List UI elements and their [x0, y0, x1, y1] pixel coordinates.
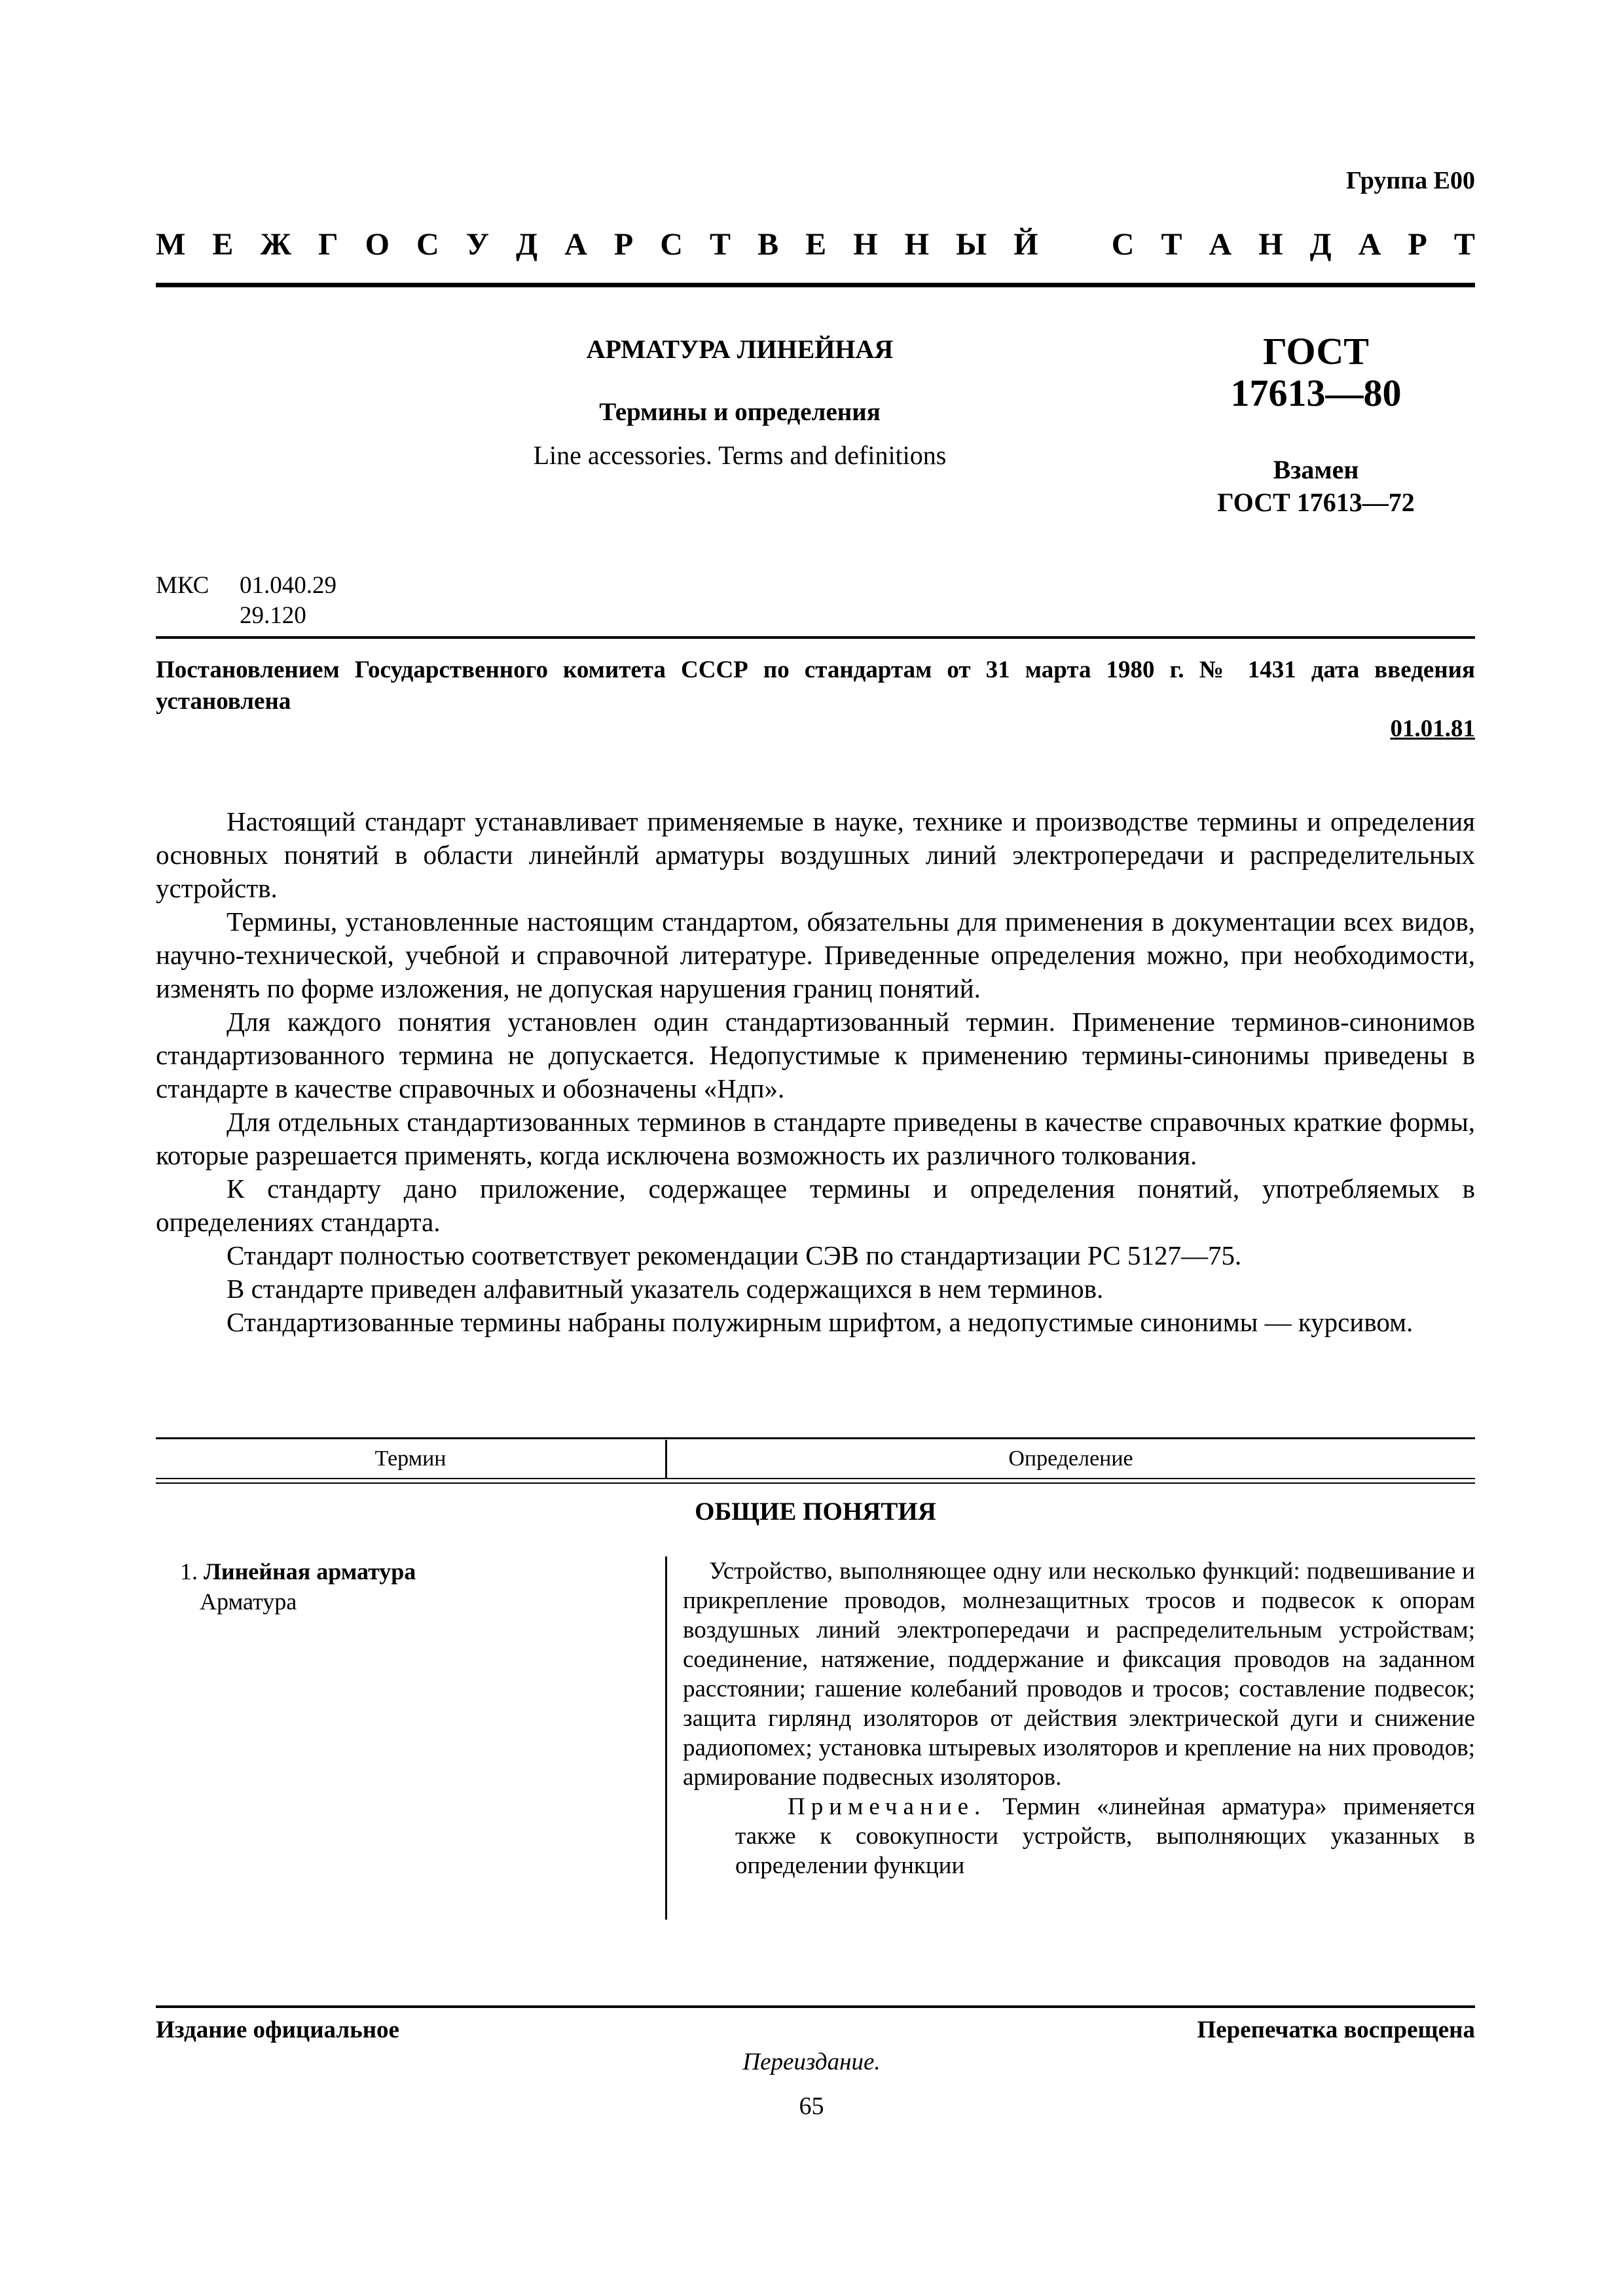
- replaces-number: ГОСТ 17613—72: [1217, 488, 1415, 517]
- intro-paragraph: Для отдельных стандартизованных терминов в стандарте приведены в качестве справочных краткие формы, которые разрешается применять, когда исключена возможность их различного толкования.: [156, 1107, 1475, 1170]
- gost-designation: [1172, 331, 1460, 519]
- mks-code: 01.040.29: [240, 572, 337, 599]
- intro-paragraph: Термины, установленные настоящим стандартом, обязательны для применения в документации всех видов, научно-технической, учебной и справочной литературе. Приведенные определения можно, при необходимости, изменять по форме изложения, не допуская нарушения границ понятий.: [156, 906, 1475, 1003]
- gost-label: ГОСТ: [1263, 330, 1369, 372]
- column-header-definition: Определение: [1008, 1446, 1133, 1471]
- standard-kind-heading: [156, 229, 1475, 260]
- term-entry: [180, 1556, 416, 1617]
- heading-letter: О: [365, 227, 390, 262]
- section-heading: ОБЩИЕ ПОНЯТИЯ: [695, 1498, 936, 1526]
- heading-letter: С: [416, 227, 439, 262]
- group-label: Группа Е00: [1345, 167, 1475, 194]
- heading-letter: Н: [853, 227, 878, 262]
- reprint-prohibited-label: Перепечатка воспрещена: [1197, 2017, 1475, 2043]
- note-label: Примечание.: [788, 1793, 987, 1820]
- header-rule: [156, 283, 1475, 287]
- table-header-rule: [156, 1482, 1475, 1484]
- table-header: [156, 1440, 1475, 1477]
- mks-rule: [156, 636, 1475, 639]
- heading-letter: С: [1111, 227, 1135, 262]
- heading-letter: А: [1358, 227, 1381, 262]
- term-name: Линейная арматура: [204, 1558, 416, 1585]
- introduction-date: 01.01.81: [1390, 715, 1475, 742]
- reissue-label: Переиздание.: [742, 2049, 881, 2075]
- heading-letter: Н: [1258, 227, 1283, 262]
- heading-letter: У: [465, 227, 489, 262]
- heading-letter: Т: [1453, 227, 1475, 262]
- intro-paragraph: Стандарт полностью соответствует рекомендации СЭВ по стандартизации РС 5127—75.: [227, 1240, 1242, 1270]
- heading-letter: Н: [904, 227, 929, 262]
- document-subtitle: Термины и определения: [599, 398, 881, 426]
- mks-classification: [156, 571, 337, 631]
- heading-letter: М: [156, 227, 186, 262]
- definition-entry: [683, 1556, 1475, 1880]
- heading-letter: С: [660, 227, 683, 262]
- column-header-term: Термин: [374, 1446, 447, 1471]
- footer-rule: [156, 2005, 1475, 2008]
- replaces-label: Взамен: [1273, 455, 1359, 484]
- heading-letter: А: [564, 227, 587, 262]
- intro-paragraph: К стандарту дано приложение, содержащее термины и определения понятий, употребляемых в определениях стандарта.: [156, 1174, 1475, 1237]
- column-divider: [665, 1556, 667, 1920]
- table-top-rule: [156, 1437, 1475, 1439]
- heading-letter: Ы: [956, 227, 987, 262]
- gost-number: 17613—80: [1230, 372, 1402, 414]
- heading-letter: [1065, 229, 1085, 260]
- page-number: 65: [799, 2092, 824, 2120]
- definition-text: Устройство, выполняющее одну или несколько функций: подвешивание и прикрепление проводов, молнезащитных тросов и подвесок к опорам воздушных линий электропередачи и распределительным устройствам; соединение, натяжение, поддержание и фиксация проводов на заданном расстоянии; гашение колебаний проводов и тросов; составление подвесок; защита гирлянд изоляторов от действия электрической дуги и снижение радиопомех; установка штыревых изоляторов и крепление на них проводов; армирование подвесных изоляторов.: [683, 1558, 1475, 1791]
- heading-letter: Р: [1408, 227, 1427, 262]
- document-title: АРМАТУРА ЛИНЕЙНАЯ: [586, 334, 894, 364]
- official-edition-label: Издание официальное: [156, 2017, 399, 2043]
- introduction: [156, 805, 1475, 1339]
- title-block: [354, 334, 1126, 471]
- heading-letter: Е: [805, 227, 827, 262]
- intro-paragraph: Стандартизованные термины набраны полужирным шрифтом, а недопустимые синонимы — курсивом.: [227, 1307, 1413, 1337]
- heading-letter: Е: [212, 227, 234, 262]
- decree-text: Постановлением Государственного комитета СССР по стандартам от 31 марта 1980 г. № 1431 дата введения установлена: [156, 656, 1475, 715]
- intro-paragraph: Настоящий стандарт устанавливает применяемые в науке, технике и производстве термины и определения основных понятий в области линейнлй арматуры воздушных линий электропередачи и распределительных устройств.: [156, 806, 1475, 903]
- intro-paragraph: В стандарте приведен алфавитный указатель содержащихся в нем терминов.: [227, 1274, 1104, 1304]
- definition-note: [683, 1792, 1475, 1880]
- heading-letter: Й: [1013, 227, 1038, 262]
- document-title-english: Line accessories. Terms and definitions: [533, 440, 947, 470]
- heading-letter: Ж: [260, 227, 291, 262]
- intro-paragraph: Для каждого понятия установлен один стандартизованный термин. Применение терминов-синонимов стандартизованного термина не допускается. Недопустимые к применению термины-синонимы приведены в стандарте в качестве справочных и обозначены «Ндп».: [156, 1007, 1475, 1103]
- heading-letter: Д: [516, 227, 538, 262]
- heading-letter: Р: [613, 227, 634, 262]
- note-text: Термин «линейная арматура» применяется также к совокупности устройств, выполняющих указанных в определении функции: [735, 1793, 1475, 1879]
- table-header-rule: [156, 1478, 1475, 1479]
- heading-letter: А: [1209, 227, 1232, 262]
- heading-letter: Т: [1161, 227, 1182, 262]
- mks-label: МКС: [156, 572, 210, 599]
- heading-letter: Д: [1309, 227, 1332, 262]
- term-number: 1.: [180, 1558, 198, 1585]
- heading-letter: Т: [709, 227, 731, 262]
- heading-letter: В: [757, 227, 779, 262]
- heading-letter: Г: [318, 227, 338, 262]
- mks-code: 29.120: [240, 602, 306, 629]
- term-short-form: Арматура: [200, 1588, 297, 1615]
